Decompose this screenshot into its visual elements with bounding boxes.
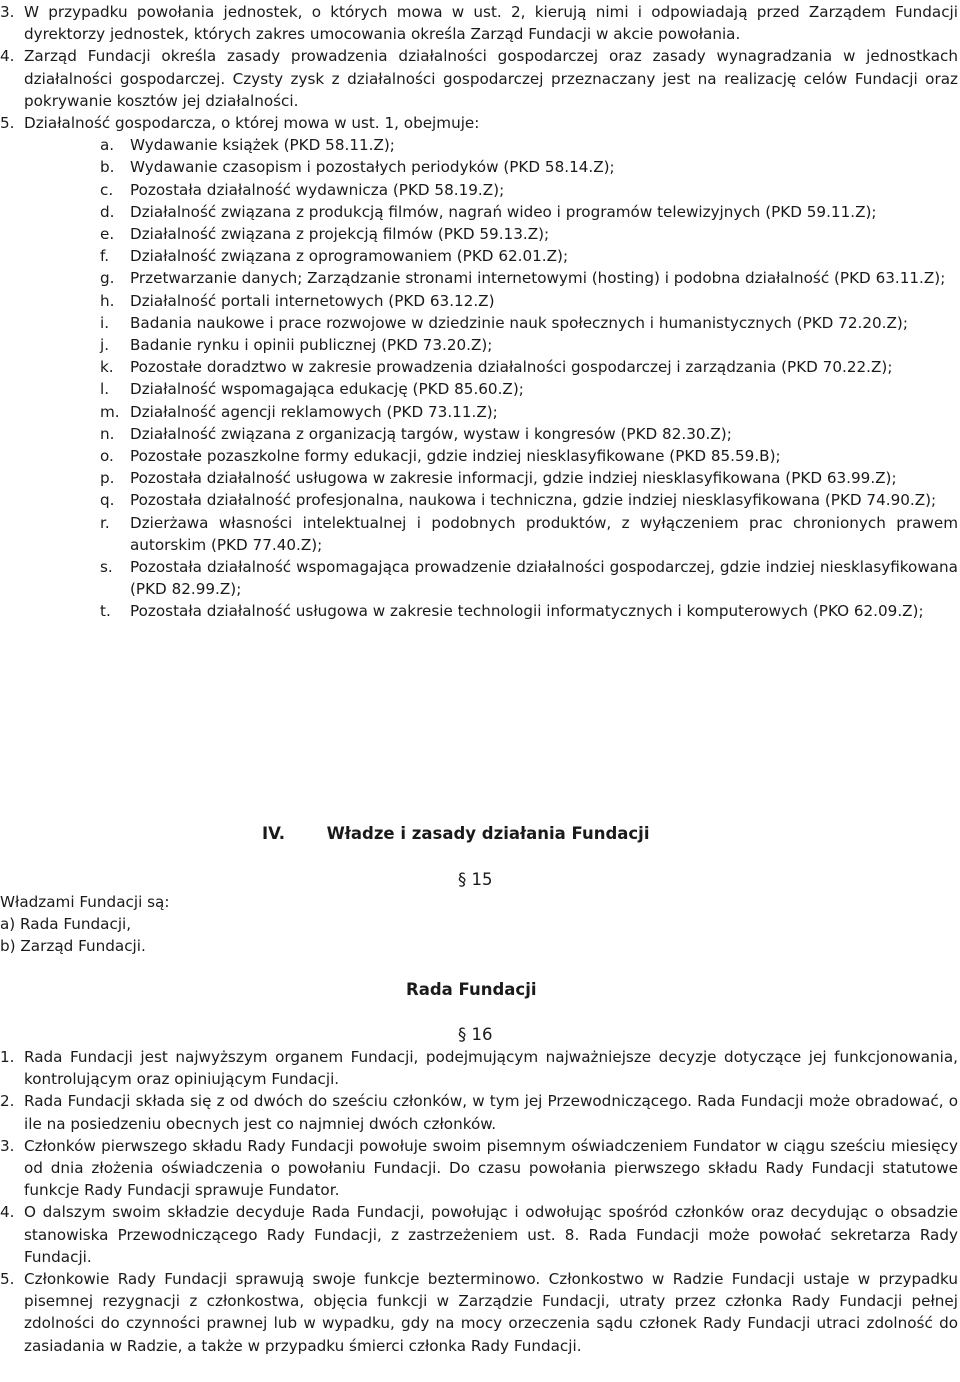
list-letter: p.	[100, 469, 115, 488]
list-text: Wydawanie książek (PKD 58.11.Z);	[130, 136, 395, 155]
council-rules	[0, 1046, 958, 1357]
item-text: Działalność gospodarcza, o której mowa w ust. 1, obejmuje:	[24, 114, 480, 133]
list-text: Wydawanie czasopism i pozostałych periodyków (PKD 58.14.Z);	[130, 158, 615, 177]
chapter-number: IV.	[262, 824, 286, 843]
list-letter: q.	[100, 491, 115, 510]
chapter-heading	[262, 823, 650, 845]
list-item	[100, 423, 958, 445]
list-letter: l.	[100, 380, 110, 399]
list-item	[100, 489, 958, 511]
list-item	[100, 223, 958, 245]
item-number: 3.	[0, 1136, 15, 1155]
list-item	[100, 334, 958, 356]
numbered-item-4	[0, 45, 958, 112]
list-item	[100, 512, 958, 556]
list-text: Działalność portali internetowych (PKD 63.12.Z)	[130, 291, 495, 310]
list-text: Pozostała działalność usługowa w zakresie informacji, gdzie indziej niesklasyfikowana (PKD 63.99.Z);	[130, 469, 897, 488]
numbered-item-3	[0, 1135, 958, 1202]
item-text: Członków pierwszego składu Rady Fundacji powołuje swoim pisemnym oświadczeniem Fundator w ciągu sześciu miesięcy od dnia złożenia oświadczenia o powołaniu Fundacji. Do czasu powołania pierwszego składu Rady Fundacji statutowe funkcje Rady Fundacji sprawuje Fundator.	[24, 1136, 958, 1200]
item-text: Członkowie Rady Fundacji sprawują swoje funkcje bezterminowo. Członkostwo w Radzie Fundacji ustaje w przypadku pisemnej rezygnacji z członkostwa, objęcia funkcji w Zarządzie Fundacji, utraty przez członka Rady Fundacji pełnej zdolności do czynności prawnej lub w wypadku, gdy na mocy orzeczenia sądu członek Rady Fundacji utraci zdolność do zasiadania w Radzie, a także w przypadku śmierci członka Rady Fundacji.	[24, 1270, 958, 1355]
list-text: Pozostałe pozaszkolne formy edukacji, gdzie indziej niesklasyfikowane (PKD 85.59.B);	[130, 447, 781, 466]
item-text: O dalszym swoim składzie decyduje Rada Fundacji, powołując i odwołując spośród członków oraz decydując o obsadzie stanowiska Przewodniczącego Rady Fundacji, z zastrzeżeniem ust. 8. Rada Fundacji może powołać sekretarza Rady Fundacji.	[24, 1203, 958, 1266]
list-letter: e.	[100, 225, 115, 244]
list-text: Działalność związana z projekcją filmów (PKD 59.13.Z);	[130, 225, 550, 244]
list-item	[100, 600, 958, 622]
list-text: Przetwarzanie danych; Zarządzanie stronami internetowymi (hosting) i podobna działalność (PKD 63.11.Z);	[130, 269, 946, 288]
list-letter: i.	[100, 313, 110, 332]
list-text: Dzierżawa własności intelektualnej i podobnych produktów, z wyłączeniem prac chronionych prawem autorskim (PKD 77.40.Z);	[130, 513, 958, 554]
authorities-intro: Władzami Fundacji są:	[0, 893, 170, 911]
list-letter: s.	[100, 558, 113, 577]
item-number: 3.	[0, 3, 15, 21]
list-text: Działalność związana z produkcją filmów, nagrań wideo i programów telewizyjnych (PKD 59.11.Z);	[130, 202, 877, 221]
chapter-title: Władze i zasady działania Fundacji	[326, 824, 650, 843]
list-letter: f.	[100, 247, 110, 266]
item-text: Rada Fundacji jest najwyższym organem Fundacji, podejmującym najważniejsze decyzje dotyczące jej funkcjonowania, kontrolującym oraz opiniującym Fundacji.	[24, 1048, 958, 1089]
list-item	[100, 312, 958, 334]
list-item	[100, 201, 958, 223]
list-item	[100, 378, 958, 400]
numbered-item-5	[0, 1268, 958, 1357]
item-text: W przypadku powołania jednostek, o których mowa w ust. 2, kierują nimi i odpowiadają przed Zarządem Fundacji dyrektorzy jednostek, których zakres umocowania określa Zarząd Fundacji w akcie powołania.	[24, 3, 958, 44]
numbered-item-4	[0, 1201, 958, 1268]
numbered-item-5	[0, 112, 958, 134]
list-item	[100, 245, 958, 267]
list-text: Pozostała działalność wydawnicza (PKD 58.19.Z);	[130, 180, 505, 199]
item-number: 4.	[0, 1203, 15, 1222]
list-text: Pozostała działalność wspomagająca prowadzenie działalności gospodarczej, gdzie indziej niesklasyfikowana (PKD 82.99.Z);	[130, 558, 958, 599]
list-item	[100, 401, 958, 423]
list-letter: h.	[100, 291, 115, 310]
list-text: Działalność wspomagająca edukację (PKD 85.60.Z);	[130, 380, 524, 399]
item-number: 4.	[0, 47, 15, 66]
list-letter: t.	[100, 602, 111, 621]
item-number: 5.	[0, 114, 15, 133]
list-letter: n.	[100, 424, 115, 443]
list-item: b) Zarząd Fundacji.	[0, 937, 146, 956]
list-item	[100, 156, 958, 178]
list-text: Działalność związana z oprogramowaniem (PKD 62.01.Z);	[130, 247, 569, 266]
item-text: Rada Fundacji składa się z od dwóch do sześciu członków, w tym jej Przewodniczącego. Rada Fundacji może obradować, o ile na posiedzeniu obecnych jest co najmniej dwóch członków.	[24, 1092, 958, 1133]
list-text: Pozostałe doradztwo w zakresie prowadzenia działalności gospodarczej i zarządzania (PKD 70.22.Z);	[130, 358, 893, 377]
list-item	[100, 267, 958, 289]
list-text: Badanie rynku i opinii publicznej (PKD 73.20.Z);	[130, 336, 493, 355]
list-letter: o.	[100, 447, 114, 466]
list-text: Pozostała działalność usługowa w zakresie technologii informatycznych i komputerowych (PKO 62.09.Z);	[130, 602, 924, 621]
list-text: Badania naukowe i prace rozwojowe w dziedzinie nauk społecznych i humanistycznych (PKD 72.20.Z);	[130, 313, 908, 332]
list-item	[100, 290, 958, 312]
list-letter: k.	[100, 358, 114, 377]
list-item: a) Rada Fundacji,	[0, 915, 132, 934]
list-letter: c.	[100, 180, 114, 199]
list-letter: j.	[100, 336, 110, 355]
activities-section	[0, 1, 958, 623]
list-letter: d.	[100, 202, 115, 221]
list-item	[100, 356, 958, 378]
numbered-item-1	[0, 1046, 958, 1090]
paragraph-15-sign: § 15	[458, 870, 493, 889]
list-letter: r.	[100, 513, 110, 532]
numbered-item-3	[0, 1, 958, 45]
item-text: Zarząd Fundacji określa zasady prowadzenia działalności gospodarczej oraz zasady wynagradzania w jednostkach działalności gospodarczej. Czysty zysk z działalności gospodarczej przeznaczany jest na realizację celów Fundacji oraz pokrywanie kosztów jej działalności.	[24, 47, 958, 110]
list-item	[100, 445, 958, 467]
item-number: 1.	[0, 1048, 15, 1066]
list-text: Pozostała działalność profesjonalna, naukowa i techniczna, gdzie indziej niesklasyfikowana (PKD 74.90.Z);	[130, 491, 937, 510]
list-letter: a.	[100, 136, 115, 155]
list-item	[100, 467, 958, 489]
list-item	[100, 179, 958, 201]
list-text: Działalność agencji reklamowych (PKD 73.11.Z);	[130, 402, 498, 421]
list-text: Działalność związana z organizacją targów, wystaw i kongresów (PKD 82.30.Z);	[130, 424, 732, 443]
list-letter: b.	[100, 158, 115, 177]
authorities-list	[0, 891, 169, 958]
item-number: 5.	[0, 1270, 15, 1289]
activity-list	[100, 134, 958, 622]
list-letter: g.	[100, 269, 115, 288]
list-letter: m.	[100, 402, 120, 421]
paragraph-16-sign: § 16	[458, 1025, 493, 1044]
list-item	[100, 556, 958, 600]
list-item	[100, 134, 958, 156]
section-heading: Rada Fundacji	[406, 980, 537, 999]
numbered-item-2	[0, 1090, 958, 1134]
item-number: 2.	[0, 1092, 15, 1111]
